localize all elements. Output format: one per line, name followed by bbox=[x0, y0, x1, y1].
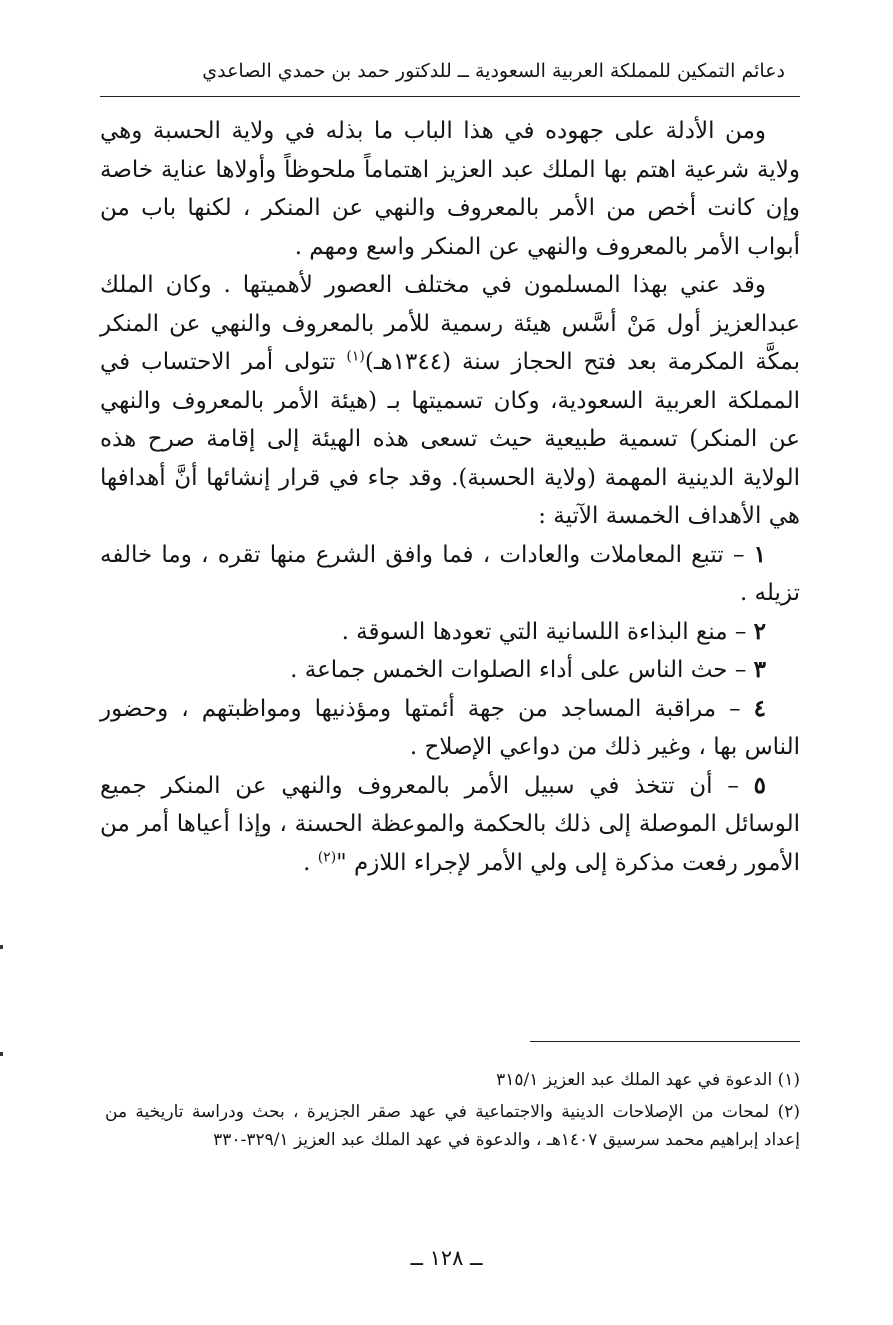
list-item-text: مراقبة المساجد من جهة أئمتها ومؤذنيها ومواظبتهم ، وحضور الناس بها ، وغير ذلك من دواعي الإصلاح . bbox=[100, 695, 800, 760]
footnote bbox=[105, 1066, 800, 1094]
list-item-text: تتبع المعاملات والعادات ، فما وافق الشرع منها تقره ، وما خالفه تزيله . bbox=[100, 541, 800, 606]
list-item-text: حث الناس على أداء الصلوات الخمس جماعة . bbox=[290, 657, 728, 683]
footnote-text: لمحات من الإصلاحات الدينية والاجتماعية في عهد صقر الجزيرة ، بحث ودراسة تاريخية من إعداد إبراهيم محمد سرسيق ١٤٠٧هـ ، والدعوة في عهد الملك عبد العزيز ٣٢٩/١-٣٣٠ bbox=[105, 1102, 800, 1150]
list-item-end: . bbox=[303, 849, 318, 876]
list-item-dash: – bbox=[732, 541, 745, 568]
scan-mark bbox=[0, 1052, 3, 1056]
list-item-number: ٥ bbox=[753, 771, 767, 799]
main-text bbox=[100, 112, 800, 882]
list-item bbox=[100, 651, 800, 690]
list-item-number: ١ bbox=[753, 540, 767, 568]
footnote-ref-1: (١) bbox=[346, 348, 365, 365]
paragraph-2 bbox=[100, 266, 800, 536]
list-item-number: ٤ bbox=[753, 694, 767, 722]
running-header: دعائم التمكين للمملكة العربية السعودية ــ للدكتور حمد بن حمدي الصاعدي bbox=[202, 60, 785, 82]
paragraph-2-end: تتولى أمر الاحتساب في المملكة العربية السعودية، وكان تسميتها بـ (هيئة الأمر بالمعروف والنهي عن المنكر) تسمية طبيعية حيث تسعى هذه الهيئة إلى إقامة صرح هذه الولاية الدينية المهمة (ولاية الحسبة). وقد جاء في قرار إنشائها أنَّ أهدافها هي الأهداف الخمسة الآتية : bbox=[100, 349, 800, 529]
footnotes bbox=[105, 1066, 800, 1158]
list-item-text: منع البذاءة اللسانية التي تعودها السوقة . bbox=[341, 618, 728, 645]
footnote-label: (١) bbox=[777, 1070, 800, 1090]
paragraph-2-start: وقد عني بهذا المسلمون في مختلف العصور لأهميتها . وكان الملك عبدالعزيز أول مَنْ أسَّس هيئة رسمية للأمر بالمعروف والنهي عن المنكر بمكَّة المكرمة بعد فتح الحجاز سنة (١٣٤٤هـ) bbox=[100, 272, 800, 375]
list-item bbox=[100, 690, 800, 767]
page-number: ــ ١٢٨ ــ bbox=[410, 1246, 483, 1270]
list-item-dash: – bbox=[734, 618, 747, 645]
footnote-label: (٢) bbox=[777, 1102, 800, 1122]
list-item-dash: – bbox=[727, 772, 739, 799]
list-item bbox=[100, 536, 800, 613]
list-item-number: ٣ bbox=[753, 656, 766, 683]
footnote bbox=[105, 1098, 800, 1154]
list-item-text: أن تتخذ في سبيل الأمر بالمعروف والنهي عن المنكر جميع الوسائل الموصلة إلى ذلك بالحكمة والموعظة الحسنة ، وإذا أعياها أمر من الأمور رفعت مذكرة إلى ولي الأمر لإجراء اللازم " bbox=[100, 772, 800, 876]
list-item-number: ٢ bbox=[753, 617, 766, 645]
list-item bbox=[100, 767, 800, 883]
footnote-text: الدعوة في عهد الملك عبد العزيز ٣١٥/١ bbox=[496, 1070, 773, 1090]
paragraph-1: ومن الأدلة على جهوده في هذا الباب ما بذله في ولاية الحسبة وهي ولاية شرعية اهتم بها الملك عبد العزيز اهتماماً ملحوظاً وأولاها عناية خاصة وإن كانت أخص من الأمر بالمعروف والنهي عن المنكر ، لكنها باب من أبواب الأمر بالمعروف والنهي عن المنكر واسع ومهم . bbox=[100, 118, 800, 260]
footnote-ref-2: (٢) bbox=[317, 848, 337, 865]
scan-mark bbox=[0, 945, 3, 949]
list-item-dash: – bbox=[734, 657, 747, 683]
list-item-dash: – bbox=[729, 695, 741, 722]
list-item bbox=[100, 613, 800, 652]
footnote-rule bbox=[530, 1041, 800, 1042]
header-rule bbox=[100, 96, 800, 97]
